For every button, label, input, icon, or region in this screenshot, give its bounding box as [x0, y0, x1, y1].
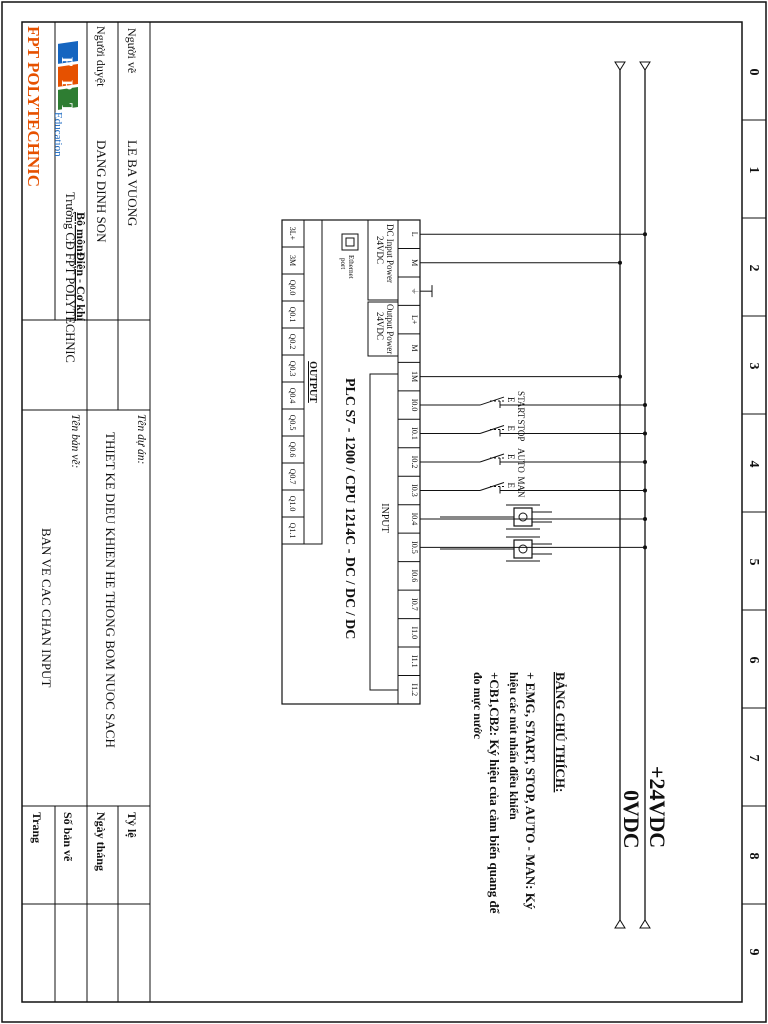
plc-bottom-terminals: [282, 227, 304, 539]
grid-number: 9: [746, 948, 761, 956]
plc-top-terminal-label: L+: [410, 314, 419, 325]
pushbutton-tag: E: [506, 425, 516, 432]
pushbutton-tag: E: [506, 454, 516, 460]
pushbutton-tag: E: [506, 397, 516, 403]
output-group-label: OUTPUT: [307, 361, 318, 403]
plc-top-terminal-label: I1.2: [410, 683, 419, 697]
junction-dot: [643, 403, 647, 407]
pushbutton-label: MAN: [516, 476, 526, 498]
pushbutton-label: START: [516, 391, 526, 419]
junction-dot: [618, 375, 622, 379]
drawing-name-label: Tên bản vẽ:: [69, 414, 81, 469]
pushbutton-tag: E: [506, 482, 516, 488]
plc-bottom-terminal-label: Q0.2: [288, 333, 297, 350]
approver-name: DANG DINH SON: [94, 140, 109, 243]
grid-number: 5: [746, 558, 761, 566]
logo-subtitle: Education: [52, 112, 64, 157]
plc-top-terminal-label: I0.5: [410, 541, 419, 554]
plc-top-terminal-label: I0.2: [410, 455, 419, 469]
dc-input-power-voltage: 24VDC: [375, 236, 385, 265]
logo-letter-t: T: [58, 103, 75, 114]
plc-top-terminal-label: I0.6: [410, 569, 419, 583]
plc-bottom-terminal-label: Q0.0: [288, 279, 297, 296]
dc-input-power-label: DC Input Power: [385, 224, 395, 283]
output-power-label: Output Power: [385, 304, 395, 355]
project-label: Tên dự án:: [135, 414, 147, 465]
grid-number: 1: [746, 166, 761, 174]
grid-number: 3: [746, 362, 761, 370]
plc-top-terminals: [398, 232, 420, 696]
plc-bottom-terminal-label: Q1.1: [288, 522, 297, 539]
grid-number-column: [742, 69, 766, 956]
plc-top-terminal-label: I1.1: [410, 654, 419, 668]
department-name: Điện - Cơ khí: [74, 252, 88, 321]
junction-dot: [643, 517, 647, 521]
plc-top-terminal-label: M: [410, 344, 419, 352]
drawer-role-label: Người vẽ: [125, 28, 139, 74]
pushbutton-label: AUTO: [516, 448, 526, 473]
input-group-label: INPUT: [379, 503, 390, 533]
logo-letter-f: F: [58, 57, 75, 67]
plc-module: [282, 220, 420, 704]
approver-role-label: Người duyệt: [94, 26, 108, 87]
plc-bottom-terminal-label: 3L+: [288, 226, 297, 241]
junction-dot: [643, 432, 647, 436]
plc-bottom-terminal-label: Q1.0: [288, 495, 297, 512]
plc-bottom-terminal-label: Q0.4: [288, 387, 297, 404]
legend-title: BẢNG CHÚ THÍCH:: [553, 672, 568, 793]
drawing-name: BAN VE CAC CHAN INPUT: [39, 528, 54, 688]
push-buttons: [480, 391, 526, 498]
fpt-logo: [24, 26, 78, 187]
date-label: Ngày tháng: [94, 812, 108, 872]
logo-brand: FPT POLYTECHNIC: [24, 26, 43, 188]
plc-top-terminal-label: ⏚: [410, 287, 419, 296]
plc-top-terminal-label: L: [410, 231, 419, 237]
project-name: THIET KE DIEU KHIEN HE THONG BOM NUOC SACH: [103, 432, 118, 748]
plc-bottom-terminal-label: Q0.6: [288, 441, 297, 458]
plc-top-terminal-label: I0.1: [410, 427, 419, 440]
sensor-cb2-icon: [440, 537, 552, 561]
plc-top-terminal-label: I0.7: [410, 598, 419, 611]
legend-line: + EMG, START, STOP, AUTO - MAN: Ký: [523, 672, 538, 910]
plc-top-terminal-label: I0.4: [410, 512, 419, 526]
ethernet-port-label: port: [339, 258, 347, 270]
wiring: [420, 232, 647, 549]
scale-label: Tỷ lệ: [125, 812, 139, 838]
legend-line: hiệu các nút nhấn điều khiển: [507, 672, 521, 820]
ethernet-port-icon: [342, 234, 358, 250]
plc-bottom-terminal-label: Q0.1: [288, 306, 297, 323]
grid-number: 4: [746, 460, 761, 468]
grid-number: 2: [746, 264, 761, 272]
output-power-voltage: 24VDC: [375, 312, 385, 341]
power-rails: [615, 62, 670, 928]
junction-dot: [643, 545, 647, 549]
rail-arrow-icon: [615, 920, 625, 928]
legend: [471, 672, 568, 915]
plc-top-terminal-label: I1.0: [410, 626, 419, 640]
pushbutton-label: STOP: [516, 419, 526, 442]
plc-model-title: PLC S7 - 1200 / CPU 1214C - DC / DC / DC: [342, 378, 357, 640]
sensor-cb1-icon: [440, 505, 552, 529]
plc-bottom-terminal-label: Q0.5: [288, 414, 297, 431]
grid-number: 0: [746, 68, 761, 76]
legend-line: +CB1,CB2: Ký hiệu của cảm biến quang để: [487, 672, 502, 914]
sheet-number-label: Số bản vẽ: [61, 812, 75, 862]
junction-dot: [643, 460, 647, 464]
page-label: Trang: [30, 812, 44, 844]
rail-zero-label: 0VDC: [619, 790, 644, 849]
grid-number: 6: [746, 656, 761, 664]
drawer-name: LE BA VUONG: [125, 140, 140, 227]
rail-arrow-icon: [640, 920, 650, 928]
plc-bottom-terminal-label: Q0.7: [288, 468, 297, 485]
rail-plus-label: +24VDC: [645, 766, 670, 849]
plc-top-terminal-label: M: [410, 259, 419, 267]
plc-top-terminal-label: 1M: [410, 371, 419, 383]
plc-bottom-terminal-label: 3M: [288, 254, 297, 267]
grid-number: 7: [746, 754, 761, 762]
grid-number: 8: [746, 852, 761, 860]
logo-letter-p: P: [58, 80, 75, 90]
legend-line: đo mực nước: [471, 672, 485, 740]
rail-arrow-icon: [640, 62, 650, 70]
junction-dot: [643, 232, 647, 236]
plc-bottom-terminal-label: Q0.3: [288, 360, 297, 377]
school-name: Trường CĐ FPT POLYTECHNIC: [63, 192, 77, 363]
plc-top-terminal-label: I0.3: [410, 484, 419, 497]
junction-dot: [618, 261, 622, 265]
optical-sensors: [440, 505, 552, 561]
rail-arrow-icon: [615, 62, 625, 70]
junction-dot: [643, 488, 647, 492]
ethernet-label: Ethernet: [347, 255, 355, 279]
plc-top-terminal-label: I0.0: [410, 398, 419, 412]
department-label: Bộ môn:: [74, 212, 88, 256]
